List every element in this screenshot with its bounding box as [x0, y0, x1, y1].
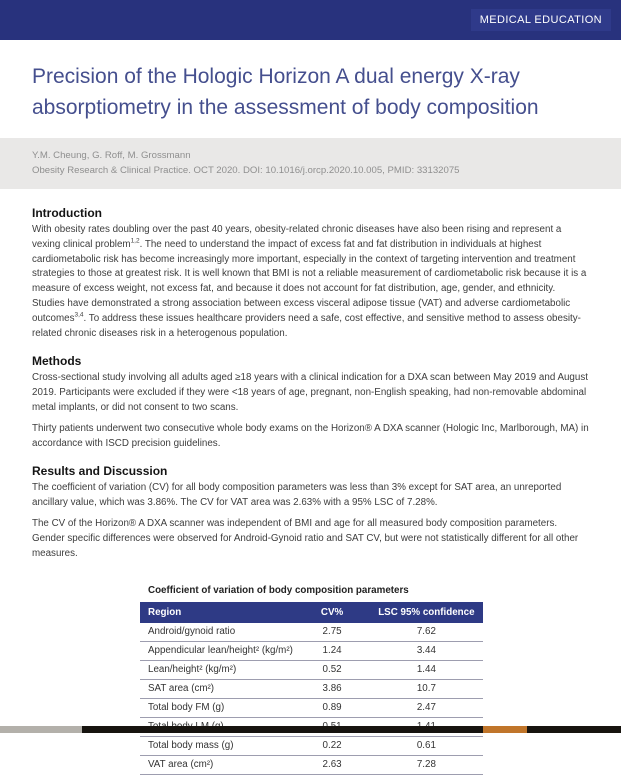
table-row: [140, 642, 483, 661]
cv-cell: 1.24: [294, 642, 369, 661]
citation-authors: Y.M. Cheung, G. Roff, M. Grossmann: [32, 150, 191, 161]
cv-table-container: [140, 585, 483, 775]
cv-table: [140, 602, 483, 775]
introduction-heading: Introduction: [32, 206, 102, 220]
citation-journal: Obesity Research & Clinical Practice. OCT 2020. DOI: 10.1016/j.orcp.2020.10.005, PMID: 33132075: [32, 165, 460, 176]
header-cv: CV%: [294, 602, 369, 623]
banner-label: MEDICAL EDUCATION: [471, 9, 611, 31]
citation-superscript: 1,2: [130, 237, 140, 245]
article-body: [0, 189, 621, 775]
table-row: [140, 623, 483, 642]
region-cell: Android/gynoid ratio: [140, 623, 294, 642]
methods-heading: Methods: [32, 354, 82, 369]
table-header-row: [140, 602, 483, 623]
region-cell: VAT area (cm²): [140, 756, 294, 775]
region-cell: SAT area (cm²): [140, 680, 294, 699]
lsc-cell: 1.44: [370, 661, 483, 680]
title-block: [0, 40, 621, 138]
introduction-paragraph: [32, 223, 589, 341]
table-title: Coefficient of variation of body composition parameters: [148, 585, 409, 597]
cv-cell: 2.63: [294, 756, 369, 775]
region-cell: Total body mass (g): [140, 737, 294, 756]
page-title: Precision of the Hologic Horizon A dual energy X-ray absorptiometry in the assessment of body composition: [32, 65, 539, 119]
lsc-cell: 7.62: [370, 623, 483, 642]
header-region: Region: [140, 602, 294, 623]
header-lsc: LSC 95% confidence: [370, 602, 483, 623]
citation-superscript: 3,4: [74, 311, 84, 319]
table-row: [140, 680, 483, 699]
table-row: [140, 661, 483, 680]
footer-segment-orange: [483, 726, 527, 733]
table-row: [140, 737, 483, 756]
table-row: [140, 756, 483, 775]
footer-segment-gray: [0, 726, 82, 733]
footer-accent-bar: [0, 726, 621, 733]
intro-text-1: With obesity rates doubling over the past 40 years, obesity-related chronic diseases have also been rising and represent a vexing clinical problem: [32, 224, 562, 250]
cv-cell: 0.22: [294, 737, 369, 756]
cv-cell: 2.75: [294, 623, 369, 642]
cv-cell: 3.86: [294, 680, 369, 699]
footer-segment-dark: [82, 726, 483, 733]
results-paragraph-2: The CV of the Horizon® A DXA scanner was independent of BMI and age for all measured body composition parameters. Gender specific differences were observed for Android-Gynoid ratio and SAT CV, but were not statistically different for all other measures.: [32, 517, 579, 559]
top-banner: [0, 0, 621, 40]
lsc-cell: 2.47: [370, 699, 483, 718]
intro-text-3: . To address these issues healthcare providers need a safe, cost effective, and sensitive method to assess obesity-related chronic diseases risk in a heterogenous population.: [32, 312, 581, 339]
footer-segment-dark: [527, 726, 621, 733]
results-heading: Results and Discussion: [32, 464, 168, 479]
table-row: [140, 699, 483, 718]
lsc-cell: 7.28: [370, 756, 483, 775]
citation-band: [0, 138, 621, 189]
lsc-cell: 3.44: [370, 642, 483, 661]
results-paragraph-1: The coefficient of variation (CV) for all body composition parameters was less than 3% except for SAT area, an unreported ancillary value, which was 3.86%. The CV for VAT area was 2.63% with a 95% LSC of 7.28%.: [32, 482, 562, 509]
cv-cell: 0.52: [294, 661, 369, 680]
intro-text-2: . The need to understand the impact of excess fat and fat distribution in individuals at highest cardiometabolic risk has become increasingly more important, especially in the context of targeting intervention and treatment strategies to those at greatest risk. It is well known that BMI is not a reliable measurement of cardiometabolic risk because it is a measure of excess weight, not excess fat, and because it does not account for fat distribution, age, gender, and ethnicity. Studies have demonstrated a strong association between excess visceral adipose tissue (VAT) and adverse cardiometabolic outcomes: [32, 238, 587, 324]
region-cell: Appendicular lean/height² (kg/m²): [140, 642, 294, 661]
region-cell: Total body FM (g): [140, 699, 294, 718]
lsc-cell: 0.61: [370, 737, 483, 756]
methods-paragraph-1: Cross-sectional study involving all adults aged ≥18 years with a clinical indication for a DXA scan between May 2019 and August 2019. Participants were excluded if they were <18 years of age, pregnant, non-English speaking, had non-removable abdominal metal implants, or did not consent to two scans.: [32, 372, 588, 413]
region-cell: Lean/height² (kg/m²): [140, 661, 294, 680]
lsc-cell: 10.7: [370, 680, 483, 699]
methods-paragraph-2: Thirty patients underwent two consecutive whole body exams on the Horizon® A DXA scanner (Hologic Inc, Marlborough, MA) in accordance with ISCD precision guidelines.: [32, 422, 589, 449]
cv-cell: 0.89: [294, 699, 369, 718]
